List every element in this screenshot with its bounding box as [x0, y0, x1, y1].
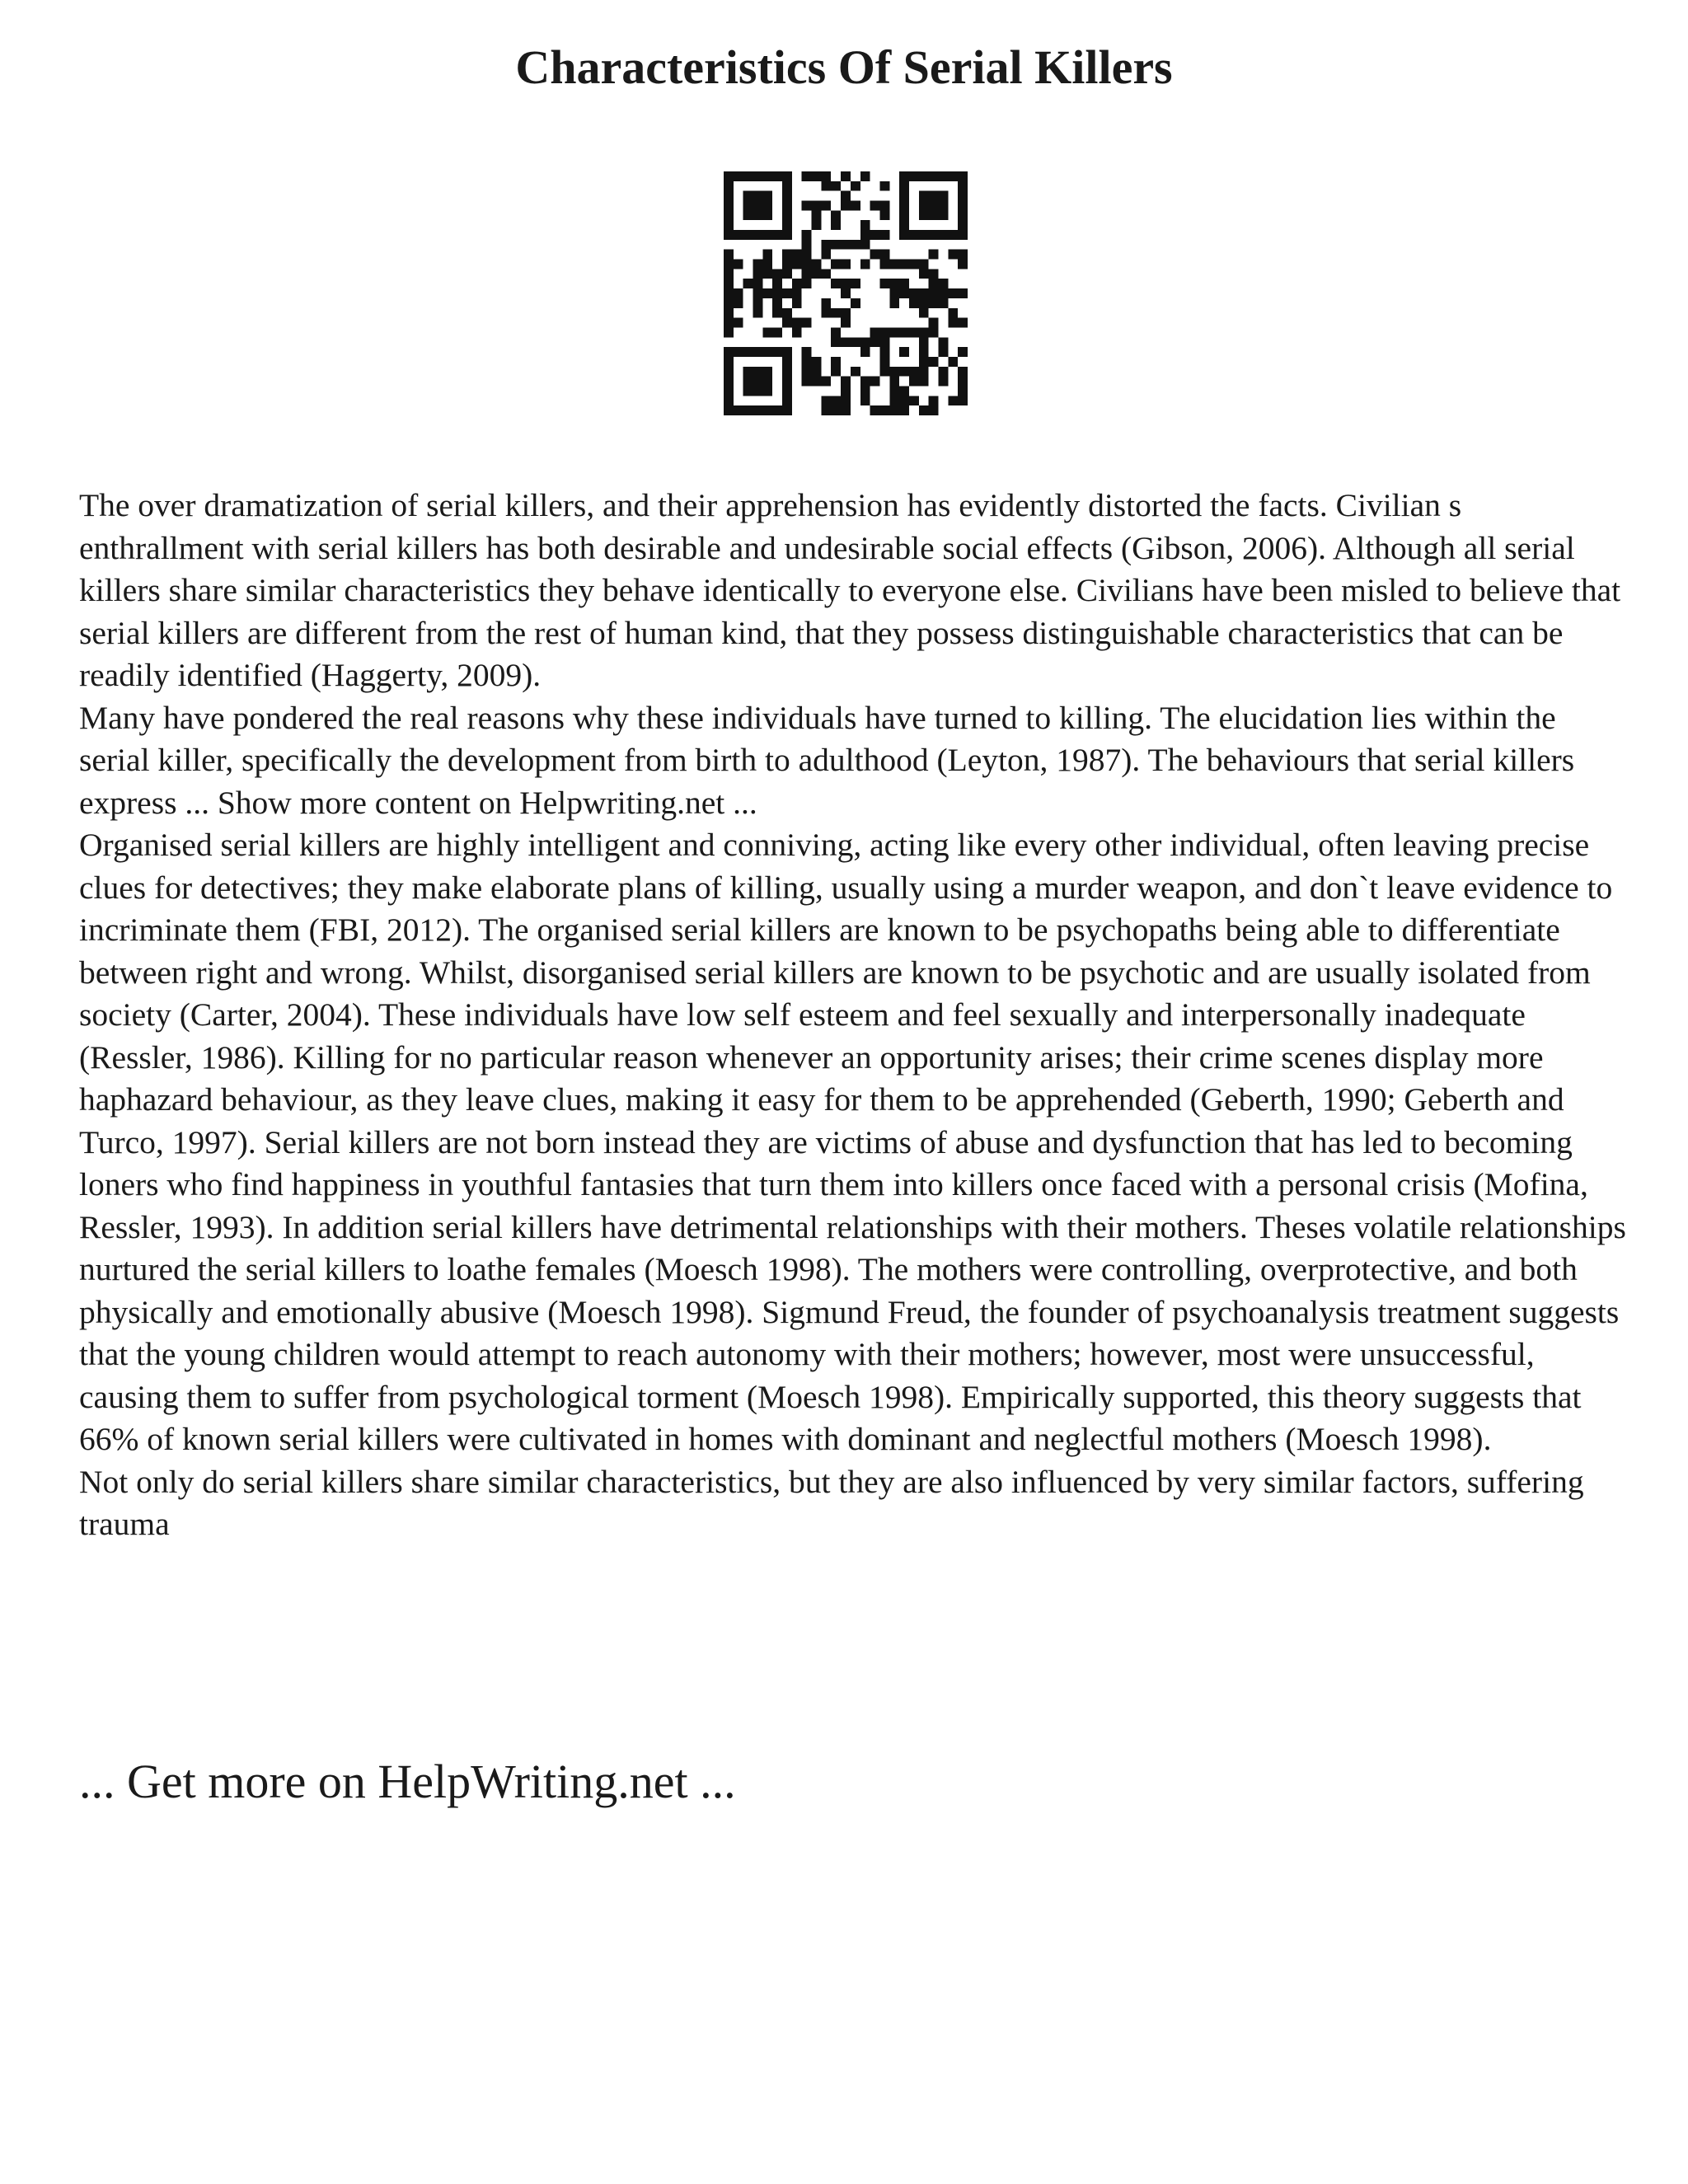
paragraph: The over dramatization of serial killers, and their apprehension has evidently distorted the facts. Civilian s enthrallment with serial killers has both desirable and undesirable social effects (Gibson, 2006). Although all serial killers share similar characteristics they behave identically to everyone else. Civilians have been misled to believe that serial killers are different from the rest of human kind, that they possess distinguishable characteristics that can be readily identified (Haggerty, 2009). [79, 487, 1621, 693]
paragraph: Organised serial killers are highly intelligent and conniving, acting like every other individual, often leaving precise clues for detectives; they make elaborate plans of killing, usually using a murder weapon, and don`t leave evidence to incriminate them (FBI, 2012). The organised serial killers are known to be psychopaths being able to differentiate between right and wrong. Whilst, disorganised serial killers are known to be psychotic and are usually isolated from society (Carter, 2004). These individuals have low self esteem and feel sexually and interpersonally inadequate (Ressler, 1986). Killing for no particular reason whenever an opportunity arises; their crime scenes display more haphazard behaviour, as they leave clues, making it easy for them to be apprehended (Geberth, 1990; Geberth and Turco, 1997). Serial killers are not born instead they are victims of abuse and dysfunction that has led to becoming loners who find happiness in youthful fantasies that turn them into killers once faced with a personal crisis (Mofina, Ressler, 1993). In addition serial killers have detrimental relationships with their mothers. Theses volatile relationships nurtured the serial killers to loathe females (Moesch 1998). The mothers were controlling, overprotective, and both physically and emotionally abusive (Moesch 1998). Sigmund Freud, the founder of psychoanalysis treatment suggests that the young children would attempt to reach autonomy with their mothers; however, most were unsuccessful, causing them to suffer from psychological torment (Moesch 1998). Empirically supported, this theory suggests that 66% of known serial killers were cultivated in homes with dominant and neglectful mothers (Moesch 1998). [79, 827, 1626, 1457]
paragraph: Not only do serial killers share similar characteristics, but they are also influenced by very similar factors, suffering trauma [79, 1463, 1584, 1542]
paragraph: Many have pondered the real reasons why these individuals have turned to killing. The elucidation lies within the serial killer, specifically the development from birth to adulthood (Leyton, 1987). The behaviours that serial killers express ... Show more content on Helpwriting.net ... [79, 699, 1575, 821]
page-title: Characteristics Of Serial Killers [515, 40, 1173, 94]
get-more-link[interactable]: ... Get more on HelpWriting.net ... [79, 1755, 736, 1808]
qr-code-icon [724, 171, 968, 415]
article-body [79, 485, 1629, 1546]
